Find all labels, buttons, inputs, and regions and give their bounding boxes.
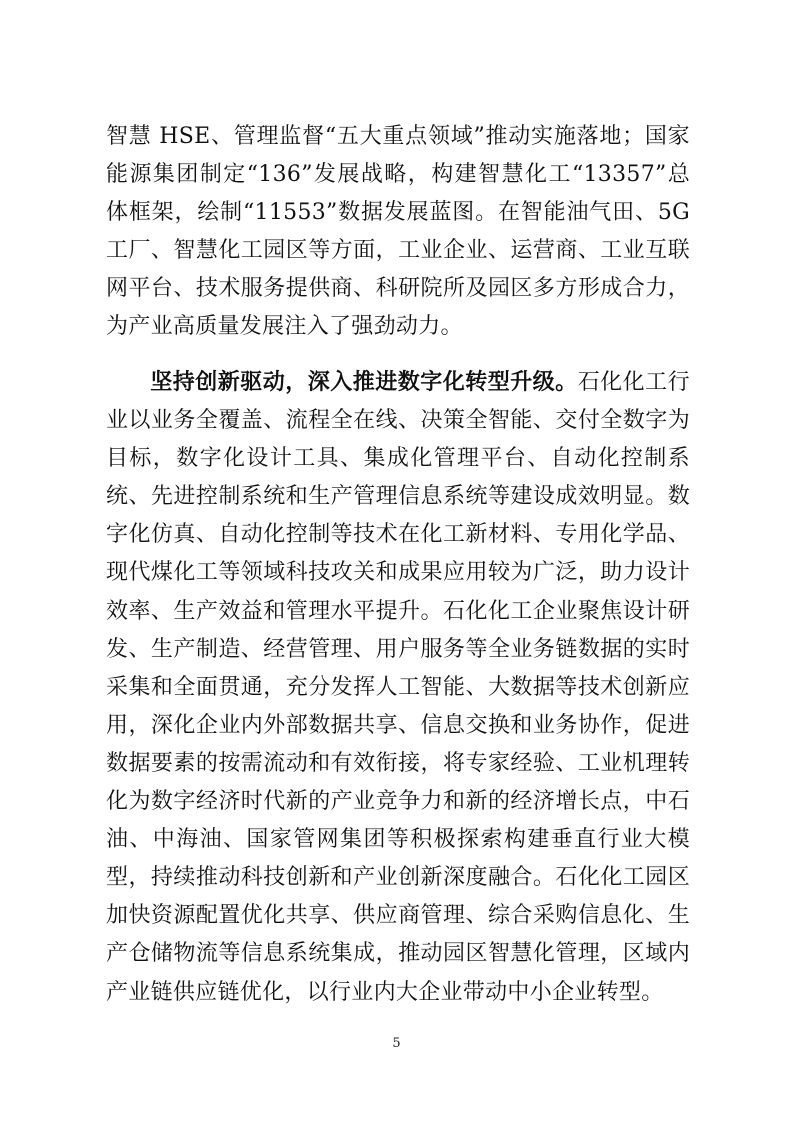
paragraph-2-lead-heading: 坚持创新驱动，深入推进数字化转型升级。 bbox=[150, 369, 578, 395]
page-number: 5 bbox=[392, 1036, 401, 1051]
paragraph-innovation bbox=[106, 363, 690, 1012]
paragraph-1-text: 智慧 HSE、管理监督“五大重点领域”推动实施落地；国家能源集团制定“136”发展战略，构建智慧化工“13357”总体框架，绘制“11553”数据发展蓝图。在智能油气田、5G 工厂、智慧化工园区等方面，工业企业、运营商、工业互联网平台、技术服务提供商、科研院所及园区多方形成合力，为产业高质量发展注入了强劲动力。 bbox=[106, 124, 690, 340]
paragraph-2-text: 石化化工行业以业务全覆盖、流程全在线、决策全智能、交付全数字为目标，数字化设计工具、集成化管理平台、自动化控制系统、先进控制系统和生产管理信息系统等建设成效明显。数字化仿真、自动化控制等技术在化工新材料、专用化学品、现代煤化工等领域科技攻关和成果应用较为广泛，助力设计效率、生产效益和管理水平提升。石化化工企业聚焦设计研发、生产制造、经营管理、用户服务等全业务链数据的实时采集和全面贯通，充分发挥人工智能、大数据等技术创新应用，深化企业内外部数据共享、信息交换和业务协作，促进数据要素的按需流动和有效衔接，将专家经验、工业机理转化为数字经济时代新的产业竞争力和新的经济增长点，中石油、中海油、国家管网集团等积极探索构建垂直行业大模型，持续推动科技创新和产业创新深度融合。石化化工园区加快资源配置优化共享、供应商管理、综合采购信息化、生产仓储物流等信息系统集成，推动园区智慧化管理，区域内产业链供应链优化，以行业内大企业带动中小企业转型。 bbox=[106, 370, 690, 1005]
paragraph-continued bbox=[106, 118, 690, 347]
